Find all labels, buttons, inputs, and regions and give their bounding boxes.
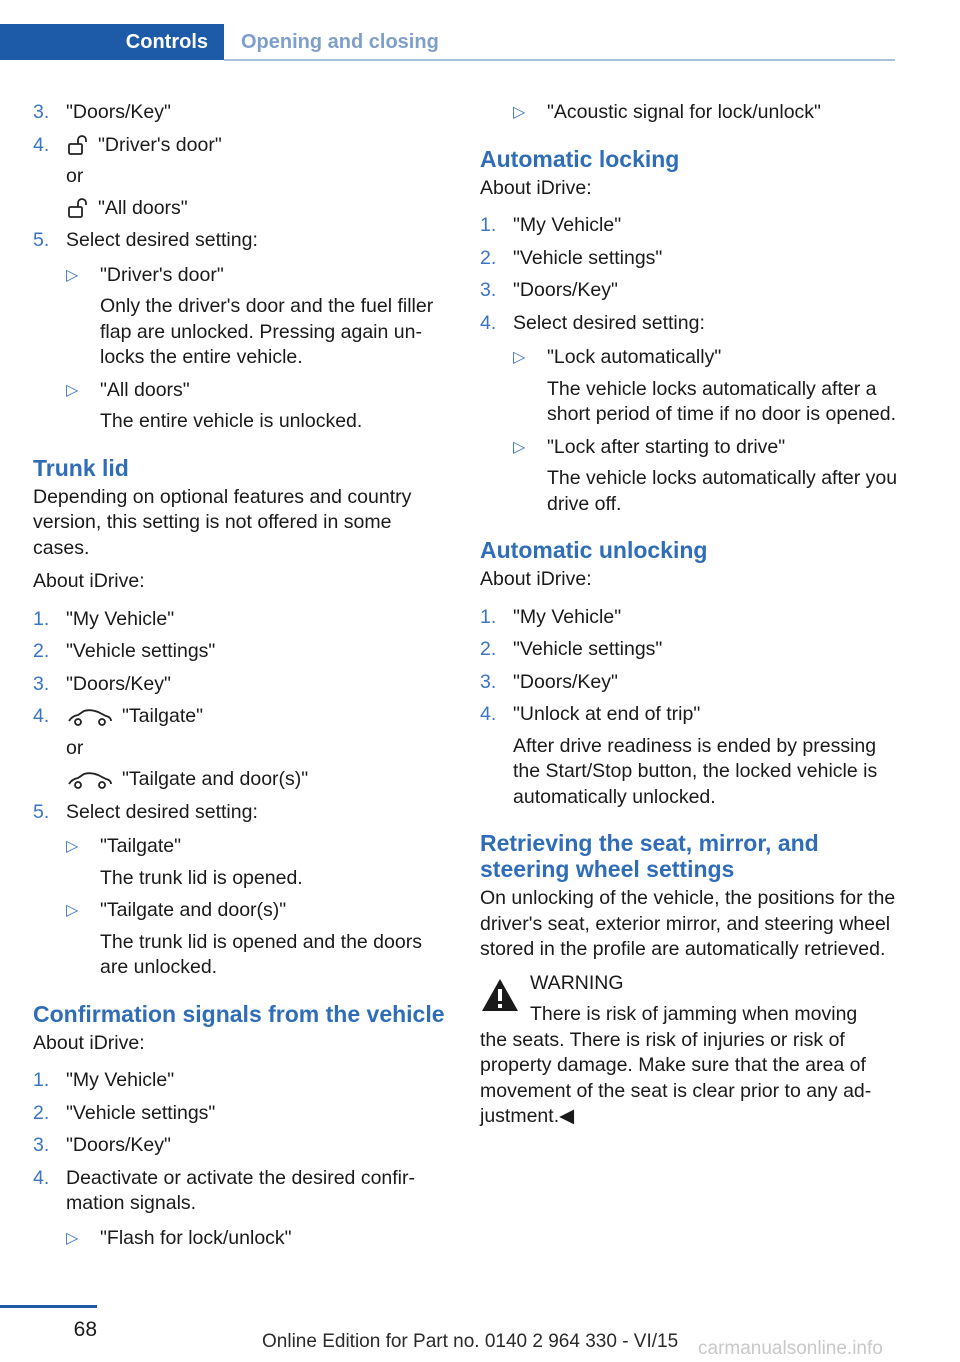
car-tailgate-icon bbox=[66, 769, 114, 791]
list-item bbox=[33, 1166, 453, 1252]
setting-description: The vehicle locks automatically after a short period of time if no door is opened. bbox=[547, 377, 897, 425]
step-text: "My Vehicle" bbox=[513, 605, 622, 628]
about-idrive: About iDrive: bbox=[33, 570, 145, 592]
list-item bbox=[33, 639, 453, 665]
step-number: 3. bbox=[480, 670, 497, 693]
list-item bbox=[33, 672, 453, 698]
step-number: 4. bbox=[480, 703, 497, 725]
paragraph: On unlocking of the vehicle, the positions for the driver's seat, exterior mirror, and steering wheel stored in the profile are automatically retrieved. bbox=[480, 887, 896, 960]
step-text: "Doors/Key" bbox=[66, 672, 171, 695]
setting-description: The entire vehicle is unlocked. bbox=[100, 410, 363, 432]
step-select-setting bbox=[33, 228, 453, 435]
step-unlock-option bbox=[33, 133, 453, 222]
section-tab-controls[interactable]: Controls bbox=[0, 24, 224, 60]
option-label: "Tailgate and door(s)" bbox=[122, 768, 309, 790]
heading-trunk-lid: Trunk lid bbox=[33, 454, 129, 481]
warning-title: WARNING bbox=[530, 971, 624, 994]
step-text: Select desired setting: bbox=[513, 311, 705, 334]
option-label: "Driver's door" bbox=[98, 133, 222, 156]
paragraph: Depending on optional features and country version, this setting is not offered in some cases. bbox=[33, 485, 412, 559]
step-text: "My Vehicle" bbox=[513, 214, 622, 236]
setting-label: "Tailgate and door(s)" bbox=[100, 899, 287, 921]
setting-label: "Tailgate" bbox=[100, 835, 182, 857]
step-number: 2. bbox=[480, 638, 497, 660]
step-text: "Vehicle settings" bbox=[513, 638, 663, 660]
step-number: 4. bbox=[33, 705, 50, 727]
list-item bbox=[66, 1226, 453, 1252]
step-text: "My Vehicle" bbox=[66, 607, 175, 630]
option-label: "All doors" bbox=[98, 196, 188, 219]
setting-label: "Lock automatically" bbox=[547, 346, 722, 368]
step-number: 5. bbox=[33, 800, 50, 823]
unlock-icon bbox=[66, 134, 90, 156]
bullet-triangle-icon: ▷ bbox=[66, 902, 79, 919]
bullet-triangle-icon: ▷ bbox=[66, 1229, 79, 1247]
step-number: 3. bbox=[33, 672, 50, 695]
list-item bbox=[33, 607, 453, 633]
list-item bbox=[480, 637, 898, 663]
setting-description: The vehicle locks automatically after you drive off. bbox=[547, 467, 898, 515]
about-idrive: About iDrive: bbox=[480, 176, 592, 199]
bullet-triangle-icon: ▷ bbox=[66, 266, 79, 284]
list-item bbox=[66, 898, 453, 981]
setting-description: The trunk lid is opened and the doors are unlocked. bbox=[100, 930, 422, 978]
step-number: 3. bbox=[33, 101, 50, 123]
step-number: 4. bbox=[480, 311, 497, 334]
setting-label: "Driver's door" bbox=[100, 263, 224, 286]
list-item bbox=[513, 345, 898, 428]
step-text: "Unlock at end of trip" bbox=[513, 703, 701, 725]
header-divider bbox=[224, 59, 895, 61]
step-text: "Doors/Key" bbox=[66, 101, 171, 123]
heading-automatic-unlocking: Automatic unlocking bbox=[480, 537, 708, 563]
step-number: 2. bbox=[480, 246, 497, 269]
setting-description: After drive readiness is ended by pressing the Start/Stop button, the locked vehicle is automatically unlocked. bbox=[513, 734, 878, 808]
warning-triangle-icon bbox=[480, 977, 520, 1013]
step-number: 1. bbox=[33, 1069, 50, 1091]
bullet-triangle-icon: ▷ bbox=[66, 838, 79, 855]
setting-label: "Flash for lock/unlock" bbox=[100, 1226, 292, 1249]
option-drivers-door bbox=[66, 133, 453, 159]
or-text: or bbox=[66, 165, 84, 187]
heading-confirmation-signals: Confirmation signals from the vehicle bbox=[33, 1000, 445, 1027]
step-number: 3. bbox=[480, 279, 497, 301]
setting-label: "Lock after starting to drive" bbox=[547, 435, 786, 458]
list-item bbox=[480, 702, 898, 810]
option-all-doors bbox=[66, 196, 453, 222]
setting-label: "All doors" bbox=[100, 378, 190, 401]
step-text: "Vehicle settings" bbox=[66, 1101, 216, 1124]
list-item bbox=[33, 1068, 453, 1094]
setting-label: "Acoustic signal for lock/unlock" bbox=[547, 101, 821, 123]
list-item bbox=[513, 435, 898, 518]
step-number: 4. bbox=[33, 1166, 50, 1189]
step-number: 1. bbox=[33, 607, 50, 630]
or-text: or bbox=[66, 736, 84, 759]
car-tailgate-icon bbox=[66, 706, 114, 728]
list-item bbox=[480, 213, 898, 239]
bullet-triangle-icon: ▷ bbox=[66, 381, 79, 399]
bullet-triangle-icon: ▷ bbox=[513, 349, 526, 366]
edition-note: Online Edition for Part no. 0140 2 964 330 - VI/15 bbox=[262, 1331, 679, 1352]
step-text: "Doors/Key" bbox=[513, 670, 618, 693]
left-column bbox=[33, 100, 453, 1258]
right-column bbox=[480, 100, 898, 1130]
warning-text: the seats. There is risk of injuries or risk of property damage. Make sure that the area of movement of the seat is clear prior to any adjustment.◀ bbox=[480, 1028, 872, 1127]
setting-description: Only the driver's door and the fuel filler flap are unlocked. Pressing again unlocks the entire vehicle. bbox=[100, 295, 434, 368]
step-number: 1. bbox=[480, 214, 497, 236]
step-text: "Vehicle settings" bbox=[66, 640, 216, 662]
unlock-icon bbox=[66, 197, 90, 219]
step-select-setting bbox=[480, 311, 898, 518]
heading-retrieving-settings: Retrieving the seat, mirror, and steering wheel settings bbox=[480, 830, 819, 882]
warning-text: There is risk of jamming when moving bbox=[530, 1003, 858, 1025]
about-idrive: About iDrive: bbox=[480, 568, 592, 590]
step-number: 1. bbox=[480, 605, 497, 628]
step-text: "Doors/Key" bbox=[513, 279, 618, 301]
setting-description: The trunk lid is opened. bbox=[100, 866, 303, 889]
list-item bbox=[66, 263, 453, 371]
step-text: "Vehicle settings" bbox=[513, 246, 663, 269]
step-number: 4. bbox=[33, 133, 50, 156]
list-item bbox=[480, 246, 898, 272]
step-tailgate-option bbox=[33, 704, 453, 793]
list-item bbox=[33, 1101, 453, 1127]
list-item bbox=[66, 378, 453, 435]
page-header bbox=[0, 24, 895, 62]
step-text: Select desired setting: bbox=[66, 229, 258, 251]
step-number: 3. bbox=[33, 1134, 50, 1156]
list-item bbox=[66, 834, 453, 891]
watermark: carmanualsonline.info bbox=[698, 1338, 883, 1359]
option-label: "Tailgate" bbox=[122, 705, 204, 727]
step-doors-key bbox=[33, 100, 453, 126]
bullet-triangle-icon: ▷ bbox=[513, 438, 526, 456]
section-tab-opening-closing[interactable]: Opening and closing bbox=[241, 31, 439, 53]
bullet-triangle-icon: ▷ bbox=[513, 104, 526, 121]
warning-block bbox=[480, 971, 898, 1130]
step-select-setting bbox=[33, 800, 453, 981]
list-item bbox=[480, 278, 898, 304]
step-number: 5. bbox=[33, 229, 50, 251]
list-item bbox=[480, 670, 898, 696]
step-number: 2. bbox=[33, 1101, 50, 1124]
step-text: Select desired setting: bbox=[66, 800, 258, 823]
step-text: Deactivate or activate the desired confirmation signals. bbox=[66, 1166, 416, 1214]
step-number: 2. bbox=[33, 640, 50, 662]
about-idrive: About iDrive: bbox=[33, 1031, 145, 1054]
footer-divider bbox=[0, 1305, 97, 1308]
option-tailgate-doors bbox=[66, 767, 453, 793]
heading-automatic-locking: Automatic locking bbox=[480, 145, 680, 172]
list-item bbox=[513, 100, 898, 126]
list-item bbox=[33, 1133, 453, 1159]
page-number: 68 bbox=[73, 1318, 97, 1341]
option-tailgate bbox=[66, 704, 453, 730]
step-text: "Doors/Key" bbox=[66, 1134, 171, 1156]
step-text: "My Vehicle" bbox=[66, 1069, 175, 1091]
list-item bbox=[480, 605, 898, 631]
